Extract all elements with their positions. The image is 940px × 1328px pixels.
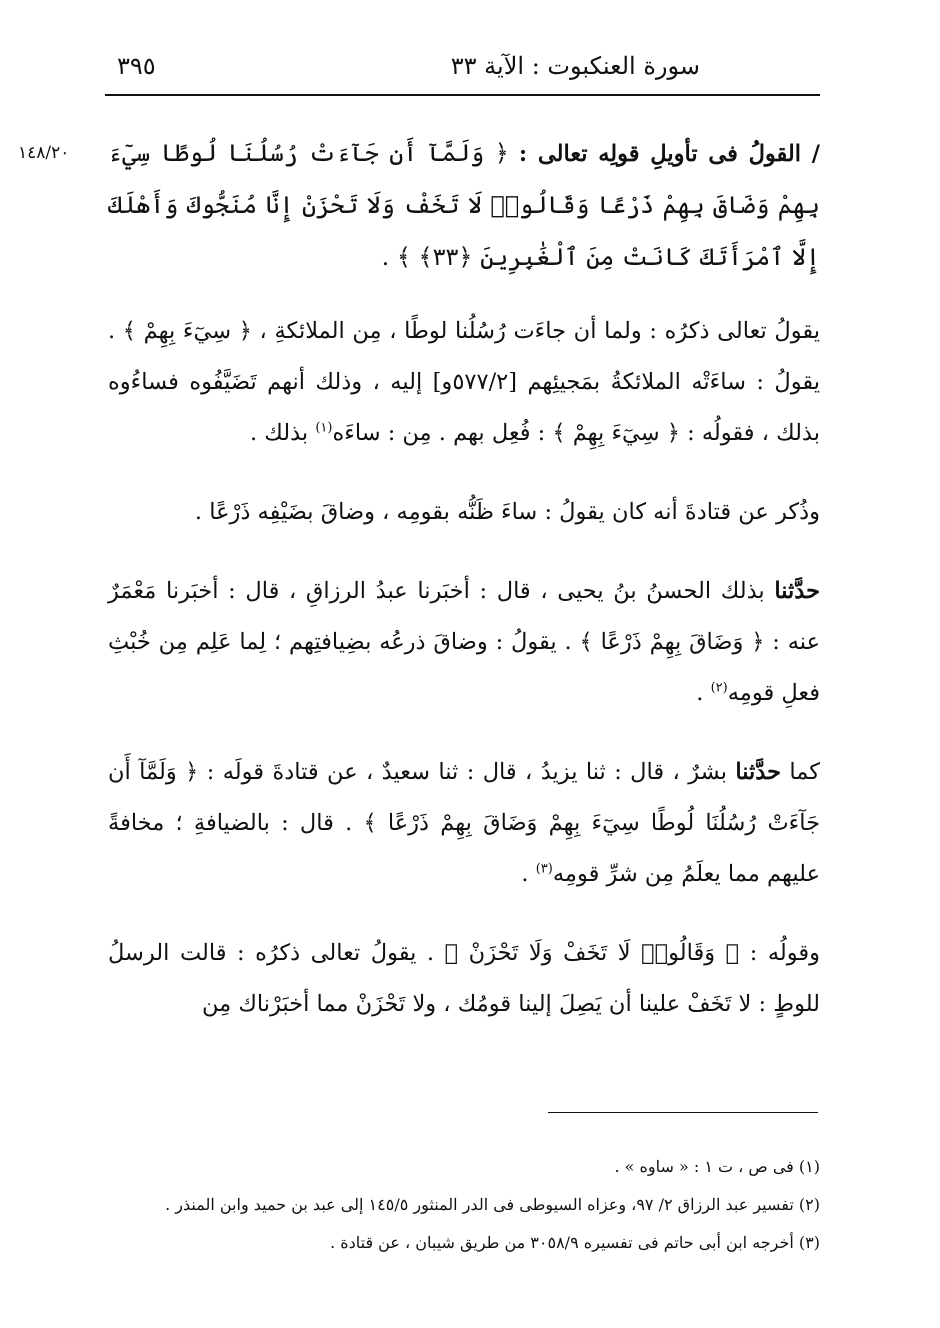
margin-reference: ١٤٨/٢٠	[18, 143, 70, 163]
running-title: سورة العنكبوت : الآية ٣٣	[450, 52, 700, 80]
paragraph-text: بشرٌ ، قال : ثنا يزيدُ ، قال : ثنا سعيدٌ ، عن قتادةَ قولَه : ﴿ وَلَمَّآ أَن جَآءَتْ رُسُلُنَا لُوطًا سِيٓءَ بِهِمْ وَضَاقَ بِهِمْ ذَرْعًا ﴾ . قال : بالضيافةِ ؛ مخافةً عليهم مما يعلَمُ مِن شرِّ قومِه	[108, 759, 820, 887]
period: .	[696, 680, 704, 706]
quran-verse: ﴿ وَلَمَّآ أَن جَآءَتْ رُسُلُنَا لُوطًا سِيٓءَ بِهِمْ وَضَاقَ بِهِمْ ذَرْعًا وَقَالُوا۟ لَا تَخَفْ وَلَا تَحْزَنْ إِنَّا مُنَجُّوكَ وَأَهْلَكَ إِلَّا ٱمْرَأَتَكَ كَانَتْ مِنَ ٱلْغَٰبِرِينَ ﴿٣٣﴾ ﴾ .	[108, 139, 820, 271]
narration-keyword: حدَّثنا	[774, 578, 820, 604]
footnote-3: (٣) أخرجه ابن أبى حاتم فى تفسيره ٣٠٥٨/٩ من طريق شيبان ، عن قتادة .	[330, 1233, 820, 1252]
paragraph-lead: كما	[789, 759, 820, 785]
section-heading: / القولُ فى تأويلِ قولِه تعالى :	[518, 141, 821, 167]
paragraph-text: وذُكر عن قتادةَ أنه كان يقولُ : ساءَ ظَنُّه بقومِه ، وضاقَ بضَيْفِه ذَرْعًا .	[194, 499, 820, 525]
footnotes	[108, 1148, 820, 1262]
paragraph-text: بذلك الحسنُ بنُ يحيى ، قال : أخبَرنا عبدُ الرزاقِ ، قال : أخبَرنا مَعْمَرٌ عنه : ﴿ وَضَاقَ بِهِمْ ذَرْعًا ﴾ . يقولُ : وضاقَ ذرعُه بضِيافتِهم ؛ لِما عَلِم مِن خُبْثِ فعلِ قومِه	[108, 578, 820, 706]
footnote-marker-2: (٢)	[710, 680, 728, 696]
main-text	[108, 128, 820, 1058]
footnote-marker-1: (١)	[315, 420, 333, 436]
paragraph-text: وقولُه : ﴿ وَقَالُوا۟ لَا تَخَفْ وَلَا تَحْزَنْ ﴾ . يقولُ تعالى ذكرُه : قالت الرسلُ للوطٍ : لا تَخَفْ علينا أن يَصِلَ إلينا قومُك ، ولا تَحْزَنْ مما أخبَرْناك مِن	[108, 940, 820, 1017]
footnote-1: (١) فى ص ، ت ١ : « ساوه » .	[614, 1157, 820, 1176]
paragraph-narration-1	[108, 566, 820, 719]
footnote-marker-3: (٣)	[535, 861, 553, 877]
footnote-divider	[548, 1112, 818, 1113]
paragraph-commentary-3	[108, 928, 820, 1030]
period: .	[521, 861, 529, 887]
paragraph-commentary-1	[108, 306, 820, 459]
paragraph-text: يقولُ تعالى ذكرُه : ولما أن جاءَت رُسُلُنا لوطًا ، مِن الملائكةِ ، ﴿ سِيٓءَ بِهِمْ ﴾ . يقولُ : ساءَتْه الملائكةُ بمَجيئِهم [٥٧٧/٢و] إليه ، وذلك أنهم تَضَيَّفُوه فساءُوه بذلك ، فقولُه : ﴿ سِيٓءَ بِهِمْ ﴾ : فُعِل بهم . مِن : ساءَه	[108, 318, 820, 446]
narration-keyword: حدَّثنا	[735, 759, 782, 785]
page-header	[105, 48, 820, 96]
paragraph-narration-2	[108, 747, 820, 900]
footnote-2: (٢) تفسير عبد الرزاق ٢/ ٩٧، وعزاه السيوطى فى الدر المنثور ١٤٥/٥ إلى عبد بن حميد وابن المنذر .	[165, 1195, 820, 1214]
paragraph-tail: بذلك .	[249, 420, 309, 446]
page-number: ٣٩٥	[117, 52, 156, 80]
paragraph-heading-verse	[108, 128, 820, 284]
paragraph-commentary-2	[108, 487, 820, 538]
